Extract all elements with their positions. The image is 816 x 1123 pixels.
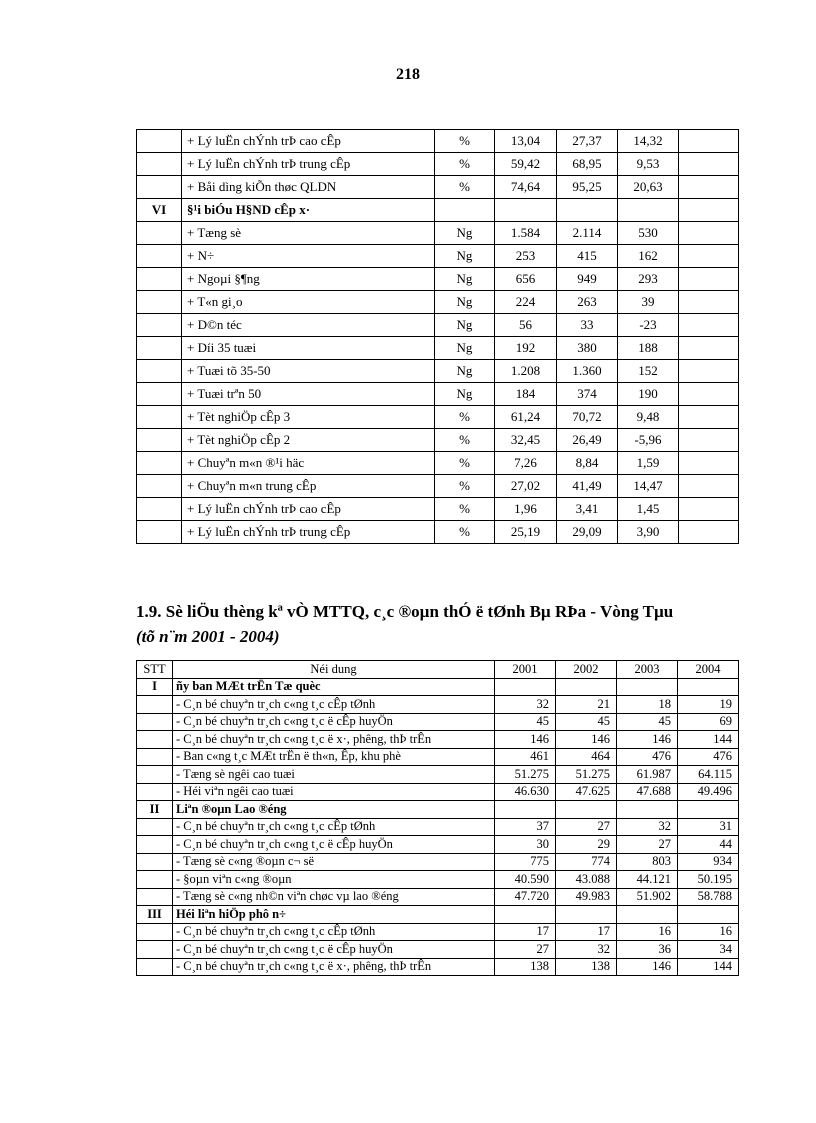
value-cell: 9,53 [618, 153, 679, 176]
row-label: - C¸n bé chuyªn tr¸ch c«ng t¸c ë cÊp huyÖn [173, 713, 495, 731]
value-cell: 1.208 [495, 360, 557, 383]
section-number [137, 498, 182, 521]
value-cell: 8,84 [557, 452, 618, 475]
header-year: 2002 [556, 661, 617, 679]
section-number [137, 923, 173, 941]
section-number [137, 748, 173, 766]
value-cell: 32 [556, 941, 617, 959]
empty-cell [679, 314, 739, 337]
value-cell: 144 [678, 958, 739, 976]
unit-cell: % [435, 406, 495, 429]
value-cell: 50.195 [678, 871, 739, 889]
unit-cell: Ng [435, 291, 495, 314]
table-row [137, 268, 739, 291]
value-cell: 51.275 [556, 766, 617, 784]
value-cell: 144 [678, 731, 739, 749]
value-cell: 3,41 [557, 498, 618, 521]
row-label: + Ngoµi §¶ng [182, 268, 435, 291]
value-cell: 29,09 [557, 521, 618, 544]
section-number [137, 871, 173, 889]
table-row [137, 360, 739, 383]
table-row [137, 713, 739, 731]
section-number [137, 452, 182, 475]
empty-cell [679, 291, 739, 314]
value-cell: 45 [495, 713, 556, 731]
value-cell: 27,02 [495, 475, 557, 498]
section-title: 1.9. Sè liÖu thèng kª vÒ MTTQ, c¸c ®oµn thÓ ë tØnh Bµ RÞa - Vòng Tµu [136, 602, 674, 621]
value-cell: 44 [678, 836, 739, 854]
section-number [137, 888, 173, 906]
table-row [137, 314, 739, 337]
empty-cell [679, 199, 739, 222]
unit-cell: Ng [435, 360, 495, 383]
value-cell: 29 [556, 836, 617, 854]
value-cell [678, 906, 739, 924]
table-row [137, 888, 739, 906]
value-cell: 33 [557, 314, 618, 337]
value-cell: 17 [495, 923, 556, 941]
section-number [137, 245, 182, 268]
empty-cell [679, 176, 739, 199]
value-cell: -23 [618, 314, 679, 337]
section-number [137, 731, 173, 749]
value-cell [678, 801, 739, 819]
value-cell: 27 [617, 836, 678, 854]
empty-cell [679, 429, 739, 452]
value-cell: 45 [617, 713, 678, 731]
unit-cell: Ng [435, 383, 495, 406]
header-year: 2004 [678, 661, 739, 679]
table-row [137, 475, 739, 498]
empty-cell [679, 153, 739, 176]
value-cell: 32,45 [495, 429, 557, 452]
value-cell: 44.121 [617, 871, 678, 889]
section-number [137, 429, 182, 452]
value-cell: 162 [618, 245, 679, 268]
value-cell: 17 [556, 923, 617, 941]
value-cell [617, 801, 678, 819]
table-row [137, 337, 739, 360]
value-cell: 69 [678, 713, 739, 731]
table-row [137, 801, 739, 819]
value-cell: 461 [495, 748, 556, 766]
table-row [137, 153, 739, 176]
table-row [137, 130, 739, 153]
value-cell: 51.902 [617, 888, 678, 906]
unit-cell: Ng [435, 268, 495, 291]
empty-cell [679, 452, 739, 475]
row-label: + Tèt nghiÖp cÊp 2 [182, 429, 435, 452]
section-number [137, 383, 182, 406]
table-row [137, 731, 739, 749]
unit-cell: % [435, 130, 495, 153]
value-cell: 9,48 [618, 406, 679, 429]
value-cell: 530 [618, 222, 679, 245]
value-cell: 1.584 [495, 222, 557, 245]
unit-cell: Ng [435, 337, 495, 360]
value-cell: 64.115 [678, 766, 739, 784]
unit-cell: Ng [435, 314, 495, 337]
value-cell: 1,96 [495, 498, 557, 521]
table-row [137, 836, 739, 854]
value-cell: 774 [556, 853, 617, 871]
value-cell [556, 906, 617, 924]
row-label: Héi liªn hiÖp phô n÷ [173, 906, 495, 924]
value-cell: 56 [495, 314, 557, 337]
front-organizations-table [136, 660, 739, 976]
header-stt: STT [137, 661, 173, 679]
section-number [137, 696, 173, 714]
value-cell: 184 [495, 383, 557, 406]
value-cell: 47.720 [495, 888, 556, 906]
value-cell: 1.360 [557, 360, 618, 383]
value-cell: 1,59 [618, 452, 679, 475]
value-cell: 14,47 [618, 475, 679, 498]
unit-cell: Ng [435, 222, 495, 245]
value-cell: 68,95 [557, 153, 618, 176]
row-label: - Ban c«ng t¸c MÆt trËn ë th«n, Êp, khu phè [173, 748, 495, 766]
empty-cell [679, 383, 739, 406]
section-number: I [137, 678, 173, 696]
value-cell: 7,26 [495, 452, 557, 475]
row-label: + Chuyªn m«n ®¹i häc [182, 452, 435, 475]
value-cell: 95,25 [557, 176, 618, 199]
value-cell: 803 [617, 853, 678, 871]
unit-cell: % [435, 498, 495, 521]
value-cell [678, 678, 739, 696]
table-row [137, 958, 739, 976]
value-cell: 190 [618, 383, 679, 406]
value-cell: 16 [617, 923, 678, 941]
row-label: + Lý luËn chÝnh trÞ trung cÊp [182, 153, 435, 176]
row-label: - C¸n bé chuyªn tr¸ch c«ng t¸c ë cÊp huyÖn [173, 941, 495, 959]
value-cell [495, 199, 557, 222]
row-label: + Lý luËn chÝnh trÞ cao cÊp [182, 130, 435, 153]
row-label: + N÷ [182, 245, 435, 268]
value-cell [495, 906, 556, 924]
section-number [137, 941, 173, 959]
row-label: + D©n téc [182, 314, 435, 337]
section-number [137, 958, 173, 976]
unit-cell: % [435, 475, 495, 498]
value-cell: 74,64 [495, 176, 557, 199]
value-cell: 476 [617, 748, 678, 766]
value-cell: 41,49 [557, 475, 618, 498]
value-cell: 146 [617, 731, 678, 749]
section-number [137, 176, 182, 199]
unit-cell: % [435, 452, 495, 475]
table-row [137, 452, 739, 475]
value-cell: 224 [495, 291, 557, 314]
row-label: ñy ban MÆt trËn Tæ quèc [173, 678, 495, 696]
value-cell: 415 [557, 245, 618, 268]
value-cell: 949 [557, 268, 618, 291]
section-number [137, 153, 182, 176]
value-cell: 146 [495, 731, 556, 749]
empty-cell [679, 268, 739, 291]
value-cell: 3,90 [618, 521, 679, 544]
row-label: + Tæng sè [182, 222, 435, 245]
value-cell: 61.987 [617, 766, 678, 784]
table-row [137, 923, 739, 941]
section-number [137, 222, 182, 245]
value-cell: 1,45 [618, 498, 679, 521]
value-cell: 31 [678, 818, 739, 836]
value-cell: 26,49 [557, 429, 618, 452]
section-number [137, 818, 173, 836]
section-subtitle: (tõ n¨m 2001 - 2004) [136, 627, 280, 646]
value-cell: 27,37 [557, 130, 618, 153]
value-cell: -5,96 [618, 429, 679, 452]
value-cell: 32 [495, 696, 556, 714]
value-cell: 293 [618, 268, 679, 291]
table-row [137, 521, 739, 544]
row-label: + Lý luËn chÝnh trÞ trung cÊp [182, 521, 435, 544]
value-cell: 146 [556, 731, 617, 749]
row-label: - §oµn viªn c«ng ®oµn [173, 871, 495, 889]
value-cell: 37 [495, 818, 556, 836]
section-number [137, 475, 182, 498]
value-cell: 263 [557, 291, 618, 314]
section-number [137, 406, 182, 429]
row-label: - Héi viªn ngêi cao tuæi [173, 783, 495, 801]
value-cell: 253 [495, 245, 557, 268]
value-cell: 25,19 [495, 521, 557, 544]
table-row [137, 222, 739, 245]
value-cell: 47.688 [617, 783, 678, 801]
section-number [137, 713, 173, 731]
table-row [137, 783, 739, 801]
row-label: Liªn ®oµn Lao ®éng [173, 801, 495, 819]
row-label: + Tèt nghiÖp cÊp 3 [182, 406, 435, 429]
value-cell: 32 [617, 818, 678, 836]
table-row [137, 429, 739, 452]
empty-cell [679, 498, 739, 521]
value-cell: 61,24 [495, 406, 557, 429]
empty-cell [679, 337, 739, 360]
value-cell: 188 [618, 337, 679, 360]
value-cell: 34 [678, 941, 739, 959]
row-label: + Chuyªn m«n trung cÊp [182, 475, 435, 498]
value-cell: 20,63 [618, 176, 679, 199]
row-label: - Tæng sè c«ng ®oµn c¬ së [173, 853, 495, 871]
row-label: - Tæng sè ngêi cao tuæi [173, 766, 495, 784]
table-row [137, 406, 739, 429]
value-cell: 146 [617, 958, 678, 976]
section-number [137, 853, 173, 871]
value-cell: 138 [495, 958, 556, 976]
page-number: 218 [396, 66, 420, 83]
value-cell: 16 [678, 923, 739, 941]
header-year: 2001 [495, 661, 556, 679]
row-label: §¹i biÓu H§ND cÊp x· [182, 199, 435, 222]
section-number [137, 360, 182, 383]
cadre-stats-table [136, 129, 739, 544]
value-cell: 2.114 [557, 222, 618, 245]
value-cell: 464 [556, 748, 617, 766]
empty-cell [679, 406, 739, 429]
row-label: + T«n gi¸o [182, 291, 435, 314]
value-cell: 152 [618, 360, 679, 383]
row-label: + Lý luËn chÝnh trÞ cao cÊp [182, 498, 435, 521]
table-row [137, 199, 739, 222]
table-row [137, 871, 739, 889]
value-cell: 656 [495, 268, 557, 291]
table-row [137, 906, 739, 924]
value-cell [495, 801, 556, 819]
section-number [137, 130, 182, 153]
value-cell: 775 [495, 853, 556, 871]
row-label: - C¸n bé chuyªn tr¸ch c«ng t¸c ë x·, phêng, thÞ trÊn [173, 958, 495, 976]
value-cell: 192 [495, 337, 557, 360]
value-cell [617, 678, 678, 696]
value-cell: 21 [556, 696, 617, 714]
table-row [137, 853, 739, 871]
value-cell: 27 [556, 818, 617, 836]
unit-cell: Ng [435, 245, 495, 268]
section-number: III [137, 906, 173, 924]
row-label: + Tuæi tõ 35-50 [182, 360, 435, 383]
row-label: - C¸n bé chuyªn tr¸ch c«ng t¸c ë cÊp huyÖn [173, 836, 495, 854]
value-cell: 70,72 [557, 406, 618, 429]
section-number [137, 836, 173, 854]
unit-cell: % [435, 176, 495, 199]
table-row [137, 245, 739, 268]
row-label: - C¸n bé chuyªn tr¸ch c«ng t¸c cÊp tØnh [173, 923, 495, 941]
value-cell: 476 [678, 748, 739, 766]
row-label: - C¸n bé chuyªn tr¸ch c«ng t¸c cÊp tØnh [173, 818, 495, 836]
table-row [137, 941, 739, 959]
value-cell [495, 678, 556, 696]
header-content: Néi dung [173, 661, 495, 679]
value-cell: 13,04 [495, 130, 557, 153]
empty-cell [679, 245, 739, 268]
row-label: + Tuæi trªn 50 [182, 383, 435, 406]
value-cell: 27 [495, 941, 556, 959]
section-number: II [137, 801, 173, 819]
empty-cell [679, 521, 739, 544]
empty-cell [679, 130, 739, 153]
value-cell [557, 199, 618, 222]
table-row [137, 696, 739, 714]
value-cell: 43.088 [556, 871, 617, 889]
section-number [137, 521, 182, 544]
unit-cell: % [435, 153, 495, 176]
unit-cell: % [435, 521, 495, 544]
row-label: - C¸n bé chuyªn tr¸ch c«ng t¸c ë x·, phêng, thÞ trÊn [173, 731, 495, 749]
value-cell: 49.983 [556, 888, 617, 906]
value-cell: 374 [557, 383, 618, 406]
table-row [137, 383, 739, 406]
row-label: - C¸n bé chuyªn tr¸ch c«ng t¸c cÊp tØnh [173, 696, 495, 714]
table-row [137, 818, 739, 836]
table-row [137, 291, 739, 314]
row-label: - Tæng sè c«ng nh©n viªn chøc vµ lao ®éng [173, 888, 495, 906]
value-cell: 58.788 [678, 888, 739, 906]
section-number [137, 766, 173, 784]
section-number: VI [137, 199, 182, 222]
value-cell: 40.590 [495, 871, 556, 889]
empty-cell [679, 360, 739, 383]
value-cell: 45 [556, 713, 617, 731]
table-row [137, 766, 739, 784]
table-row [137, 678, 739, 696]
value-cell: 49.496 [678, 783, 739, 801]
empty-cell [679, 222, 739, 245]
value-cell: 51.275 [495, 766, 556, 784]
section-number [137, 268, 182, 291]
value-cell [556, 801, 617, 819]
section-number [137, 337, 182, 360]
section-number [137, 314, 182, 337]
value-cell [617, 906, 678, 924]
table-header-row [137, 661, 739, 679]
value-cell: 30 [495, 836, 556, 854]
value-cell [556, 678, 617, 696]
value-cell: 138 [556, 958, 617, 976]
value-cell: 46.630 [495, 783, 556, 801]
section-number [137, 291, 182, 314]
value-cell [618, 199, 679, 222]
header-year: 2003 [617, 661, 678, 679]
section-number [137, 783, 173, 801]
value-cell: 19 [678, 696, 739, 714]
value-cell: 14,32 [618, 130, 679, 153]
value-cell: 18 [617, 696, 678, 714]
table-row [137, 748, 739, 766]
value-cell: 380 [557, 337, 618, 360]
value-cell: 39 [618, 291, 679, 314]
row-label: + Díi 35 tuæi [182, 337, 435, 360]
unit-cell [435, 199, 495, 222]
unit-cell: % [435, 429, 495, 452]
value-cell: 36 [617, 941, 678, 959]
value-cell: 59,42 [495, 153, 557, 176]
value-cell: 47.625 [556, 783, 617, 801]
row-label: + Båi dìng kiÕn thøc QLDN [182, 176, 435, 199]
value-cell: 934 [678, 853, 739, 871]
table-row [137, 176, 739, 199]
empty-cell [679, 475, 739, 498]
table-row [137, 498, 739, 521]
